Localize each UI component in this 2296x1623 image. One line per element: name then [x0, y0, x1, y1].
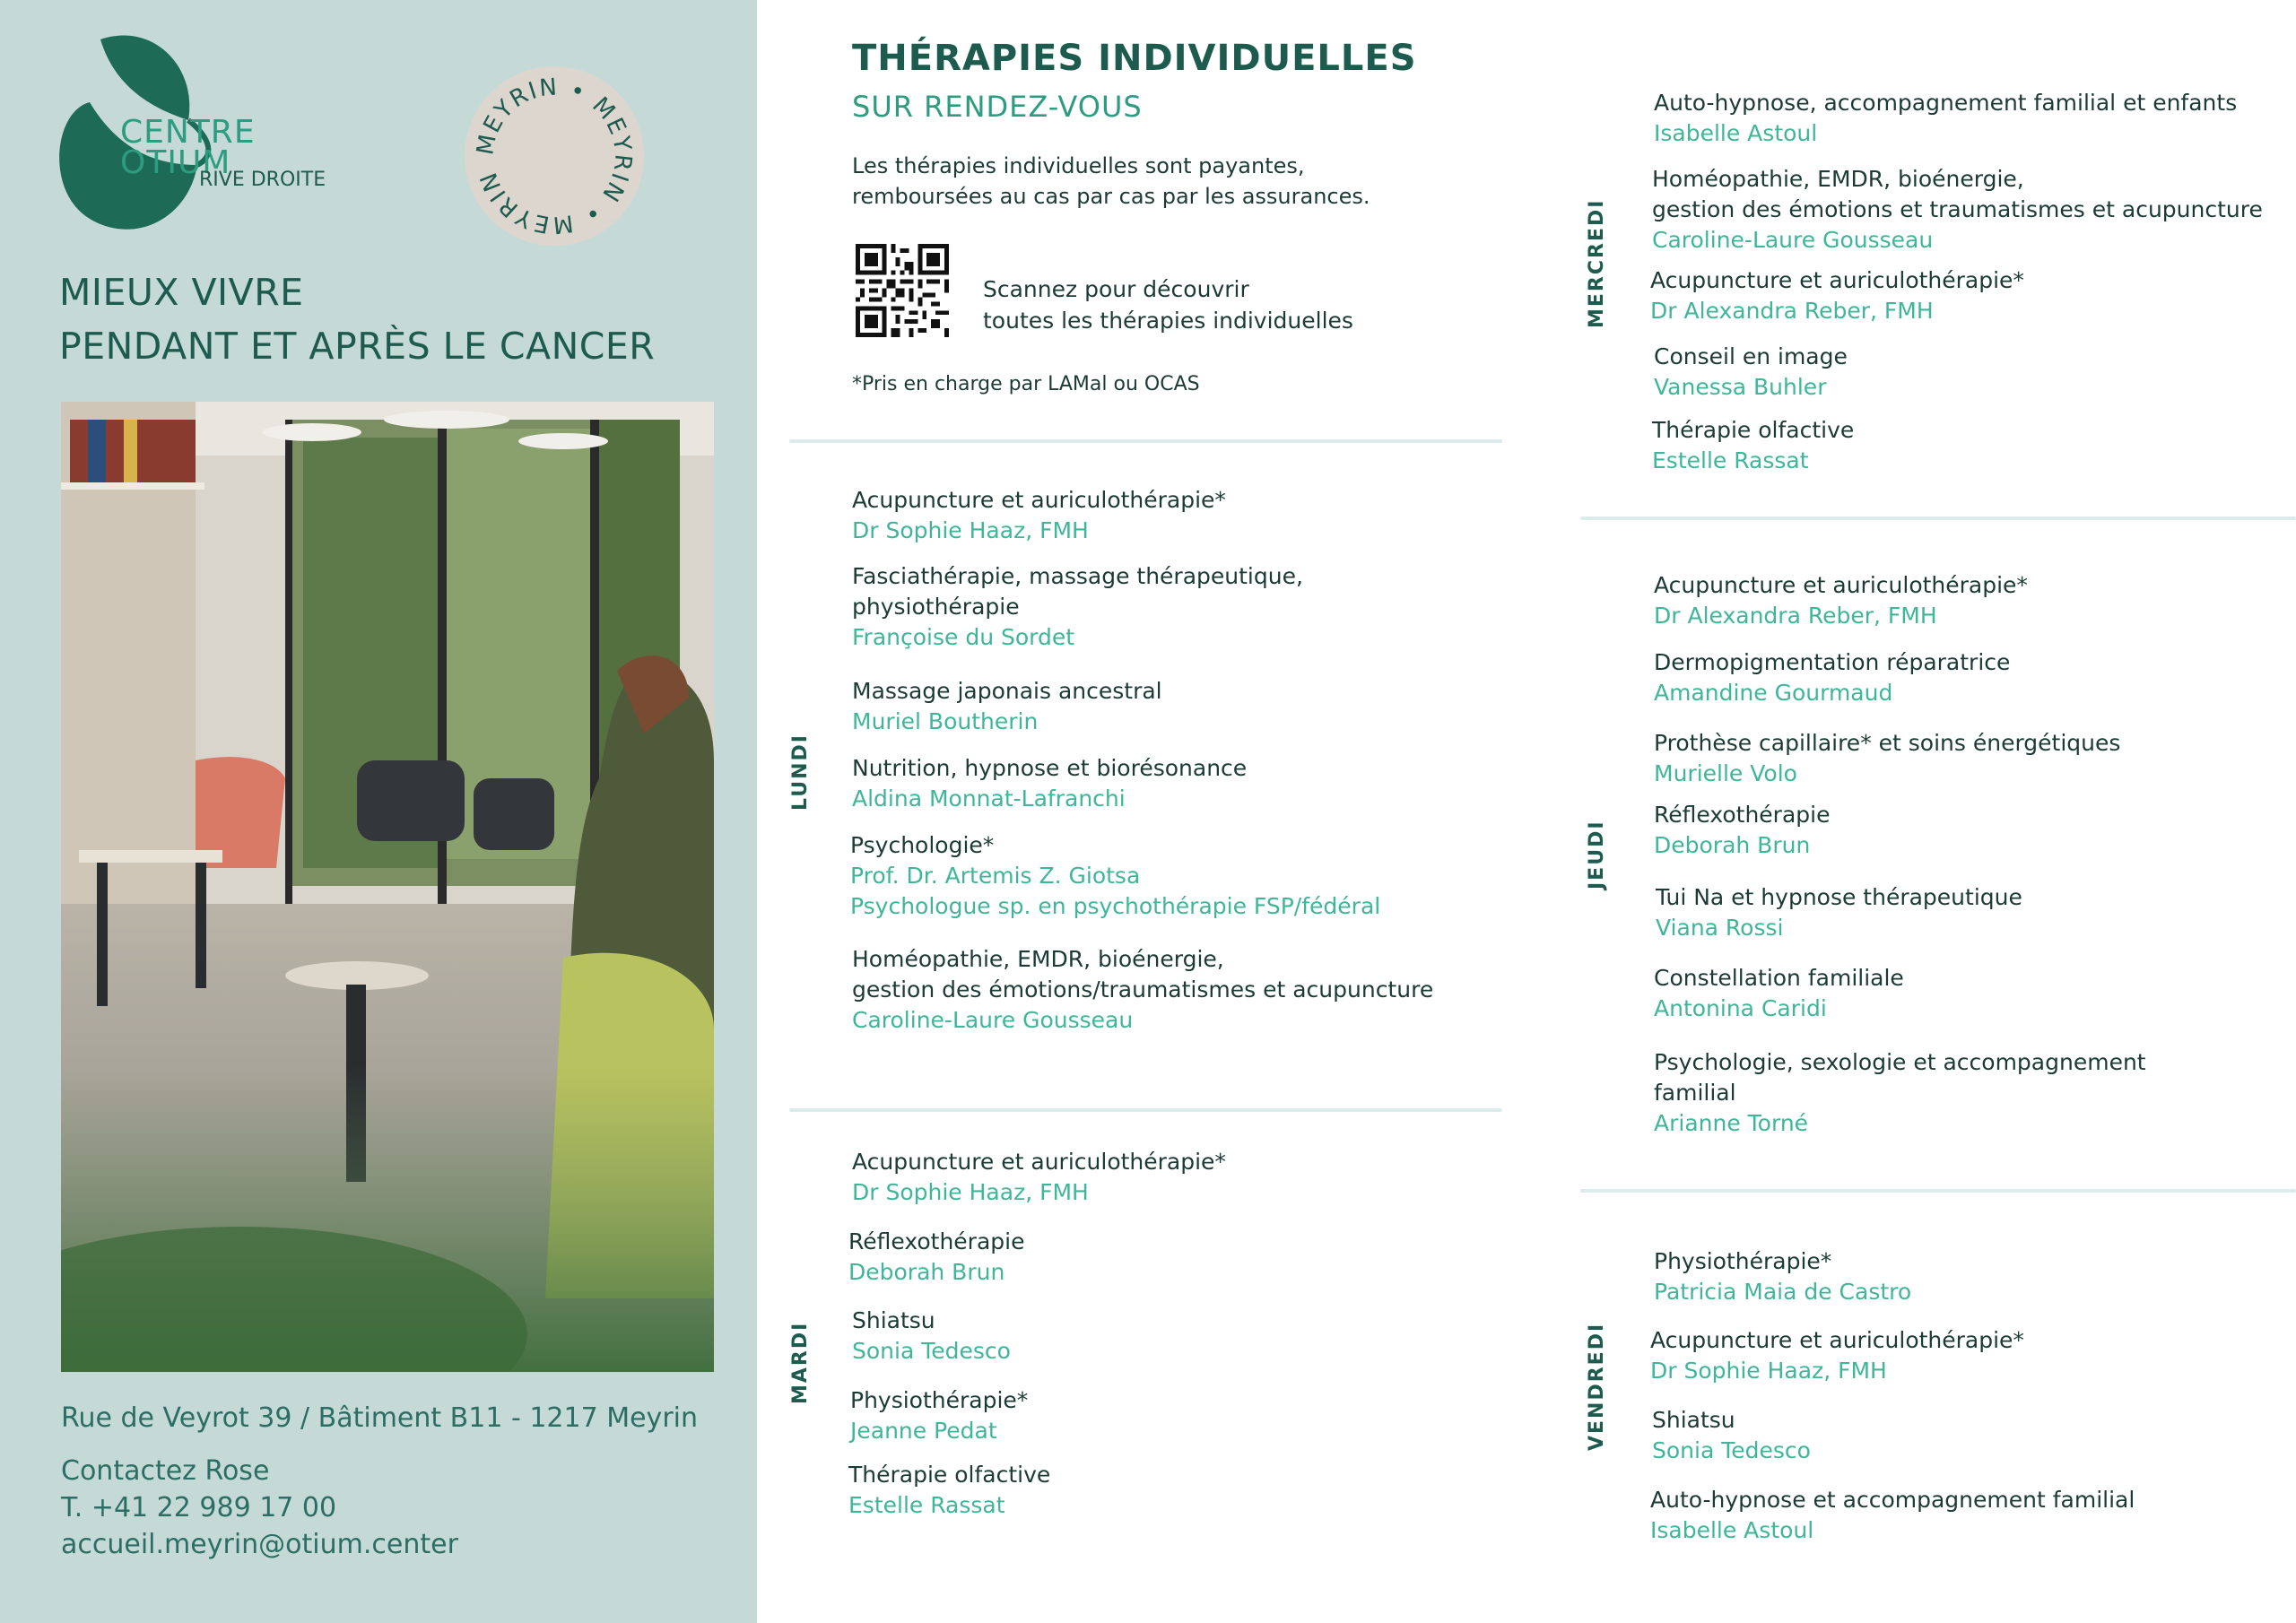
practitioner-name: Dr Alexandra Reber, FMH [1650, 298, 1934, 324]
therapy-name: Thérapie olfactive [848, 1462, 1051, 1488]
practitioner-name: Sonia Tedesco [852, 1338, 1011, 1364]
logo-line-rive-droite: RIVE DROITE [199, 169, 326, 191]
therapy-name: Réflexothérapie [848, 1228, 1025, 1254]
entry-mardi-1 [852, 1147, 1226, 1208]
scan-instructions [983, 273, 1353, 336]
practitioner-name: Deborah Brun [848, 1259, 1005, 1285]
centre-otium-logo [54, 30, 350, 246]
practitioner-name: Prof. Dr. Artemis Z. Giotsa [850, 863, 1141, 889]
practitioner-name: Sonia Tedesco [1652, 1437, 1811, 1463]
therapy-name: Constellation familiale [1654, 965, 1904, 991]
entry-lundi-3 [852, 676, 1162, 737]
divider-header [789, 439, 1502, 443]
practitioner-name: Jeanne Pedat [850, 1418, 997, 1444]
entry-lundi-1 [852, 485, 1226, 546]
entry-jeudi-2 [1654, 647, 2010, 708]
contact-block [61, 1453, 458, 1563]
therapy-name: Acupuncture et auriculothérapie* [1650, 1327, 2024, 1353]
therapy-name: Acupuncture et auriculothérapie* [852, 487, 1226, 513]
therapy-name: Homéopathie, EMDR, bioénergie, [852, 946, 1224, 972]
stamp-text: MEYRIN • MEYRIN • MEYRIN [472, 74, 637, 239]
meyrin-stamp [463, 65, 646, 247]
headline-line1: MIEUX VIVRE [59, 271, 304, 314]
therapy-name-line2: gestion des émotions/traumatismes et acupuncture [852, 976, 1434, 1002]
therapy-name: Tui Na et hypnose thérapeutique [1656, 884, 2022, 910]
therapy-name: Conseil en image [1654, 343, 1848, 369]
entry-mercredi-4 [1654, 342, 1848, 403]
entry-vendredi-2 [1650, 1325, 2024, 1386]
qr-code-icon[interactable] [856, 244, 949, 337]
divider-mercredi-jeudi [1580, 516, 2296, 520]
day-label-jeudi: JEUDI [1586, 820, 1608, 890]
practitioner-name: Dr Alexandra Reber, FMH [1654, 603, 1937, 629]
therapy-name-line2: familial [1654, 1080, 1736, 1106]
entry-mardi-3 [852, 1306, 1011, 1367]
therapy-name: Acupuncture et auriculothérapie* [1650, 267, 2024, 293]
practitioner-name: Estelle Rassat [848, 1492, 1005, 1518]
entry-mercredi-5 [1652, 415, 1854, 476]
therapy-name: Acupuncture et auriculothérapie* [852, 1149, 1226, 1175]
day-label-vendredi: VENDREDI [1586, 1322, 1608, 1451]
day-label-lundi: LUNDI [789, 733, 812, 811]
therapy-name: Shiatsu [852, 1307, 935, 1333]
entry-vendredi-4 [1650, 1485, 2135, 1546]
page-title: THÉRAPIES INDIVIDUELLES [852, 38, 1417, 79]
logo-line-centre: CENTRE [120, 114, 256, 151]
practitioner-name: Murielle Volo [1654, 760, 1797, 786]
therapy-name: Psychologie, sexologie et accompagnement [1654, 1049, 2146, 1075]
therapy-name: Psychologie* [850, 832, 995, 858]
therapy-name: Auto-hypnose et accompagnement familial [1650, 1487, 2135, 1513]
therapy-name: Homéopathie, EMDR, bioénergie, [1652, 166, 2024, 192]
practitioner-name: Dr Sophie Haaz, FMH [1650, 1358, 1887, 1384]
entry-mardi-5 [848, 1460, 1050, 1521]
practitioner-name: Muriel Boutherin [852, 708, 1039, 734]
practitioner-name: Dr Sophie Haaz, FMH [852, 1179, 1089, 1205]
therapy-name: Nutrition, hypnose et biorésonance [852, 755, 1248, 781]
entry-lundi-4 [852, 753, 1247, 814]
contact-email[interactable]: accueil.meyrin@otium.center [61, 1529, 458, 1560]
headline [59, 265, 655, 373]
entry-jeudi-4 [1654, 800, 1830, 861]
therapy-name: Acupuncture et auriculothérapie* [1654, 572, 2028, 598]
address: Rue de Veyrot 39 / Bâtiment B11 - 1217 Meyrin [61, 1402, 698, 1434]
contact-phone: T. +41 22 989 17 00 [61, 1492, 337, 1523]
left-panel [0, 0, 757, 1623]
practitioner-name: Deborah Brun [1654, 832, 1811, 858]
page-subtitle: SUR RENDEZ-VOUS [852, 90, 1143, 124]
entry-lundi-2 [852, 561, 1303, 653]
practitioner-name: Amandine Gourmaud [1654, 680, 1893, 706]
therapy-name: Massage japonais ancestral [852, 678, 1162, 704]
scan-line1: Scannez pour découvrir [983, 276, 1249, 302]
therapy-name-line2: physiothérapie [852, 594, 1020, 620]
scan-line2: toutes les thérapies individuelles [983, 308, 1353, 334]
lounge-photo [61, 402, 714, 1372]
entry-mercredi-1 [1654, 88, 2237, 149]
practitioner-name: Viana Rossi [1656, 915, 1784, 941]
day-label-mercredi: MERCREDI [1586, 198, 1608, 328]
practitioner-name: Patricia Maia de Castro [1654, 1279, 1912, 1305]
practitioner-name: Isabelle Astoul [1654, 120, 1818, 146]
practitioner-name: Aldina Monnat-Lafranchi [852, 785, 1126, 812]
entry-mardi-2 [848, 1227, 1024, 1288]
day-label-mardi: MARDI [789, 1321, 812, 1404]
entry-lundi-6 [852, 944, 1433, 1036]
entry-jeudi-7 [1654, 1047, 2146, 1139]
divider-lundi-mardi [789, 1108, 1502, 1112]
practitioner-title: Psychologue sp. en psychothérapie FSP/fédéral [850, 893, 1381, 919]
entry-mercredi-3 [1650, 265, 2024, 326]
therapy-name: Physiothérapie* [850, 1387, 1029, 1413]
practitioner-name: Vanessa Buhler [1654, 374, 1827, 400]
entry-lundi-5 [850, 830, 1380, 922]
entry-mercredi-2 [1652, 164, 2263, 256]
entry-jeudi-3 [1654, 728, 2120, 789]
logo-line-otium: OTIUM [120, 144, 231, 181]
entry-mardi-4 [850, 1385, 1028, 1446]
therapy-name: Fasciathérapie, massage thérapeutique, [852, 563, 1303, 589]
practitioner-name: Isabelle Astoul [1650, 1517, 1814, 1543]
entry-jeudi-1 [1654, 570, 2028, 631]
intro-line2: remboursées au cas par cas par les assurances. [852, 184, 1370, 209]
practitioner-name: Caroline-Laure Gousseau [1652, 227, 1934, 253]
therapy-name: Dermopigmentation réparatrice [1654, 649, 2011, 675]
intro-line1: Les thérapies individuelles sont payantes, [852, 153, 1305, 178]
divider-jeudi-vendredi [1580, 1189, 2296, 1193]
therapy-name: Thérapie olfactive [1652, 417, 1855, 443]
practitioner-name: Françoise du Sordet [852, 624, 1075, 650]
practitioner-name: Estelle Rassat [1652, 447, 1809, 473]
practitioner-name: Arianne Torné [1654, 1110, 1809, 1136]
entry-vendredi-1 [1654, 1246, 1911, 1307]
intro-text [852, 151, 1370, 212]
contact-name: Contactez Rose [61, 1455, 270, 1487]
therapy-name: Auto-hypnose, accompagnement familial et enfants [1654, 90, 2238, 116]
practitioner-name: Antonina Caridi [1654, 995, 1827, 1021]
therapy-name: Shiatsu [1652, 1407, 1735, 1433]
entry-jeudi-5 [1656, 882, 2022, 943]
therapy-name: Réflexothérapie [1654, 802, 1831, 828]
therapy-name: Physiothérapie* [1654, 1248, 1832, 1274]
entry-jeudi-6 [1654, 963, 1904, 1024]
practitioner-name: Caroline-Laure Gousseau [852, 1007, 1134, 1033]
footnote: *Pris en charge par LAMal ou OCAS [852, 373, 1200, 395]
headline-line2: PENDANT ET APRÈS LE CANCER [59, 325, 656, 368]
therapy-name: Prothèse capillaire* et soins énergétiques [1654, 730, 2121, 756]
practitioner-name: Dr Sophie Haaz, FMH [852, 517, 1089, 543]
entry-vendredi-3 [1652, 1405, 1811, 1466]
therapy-name-line2: gestion des émotions et traumatismes et acupuncture [1652, 196, 2263, 222]
